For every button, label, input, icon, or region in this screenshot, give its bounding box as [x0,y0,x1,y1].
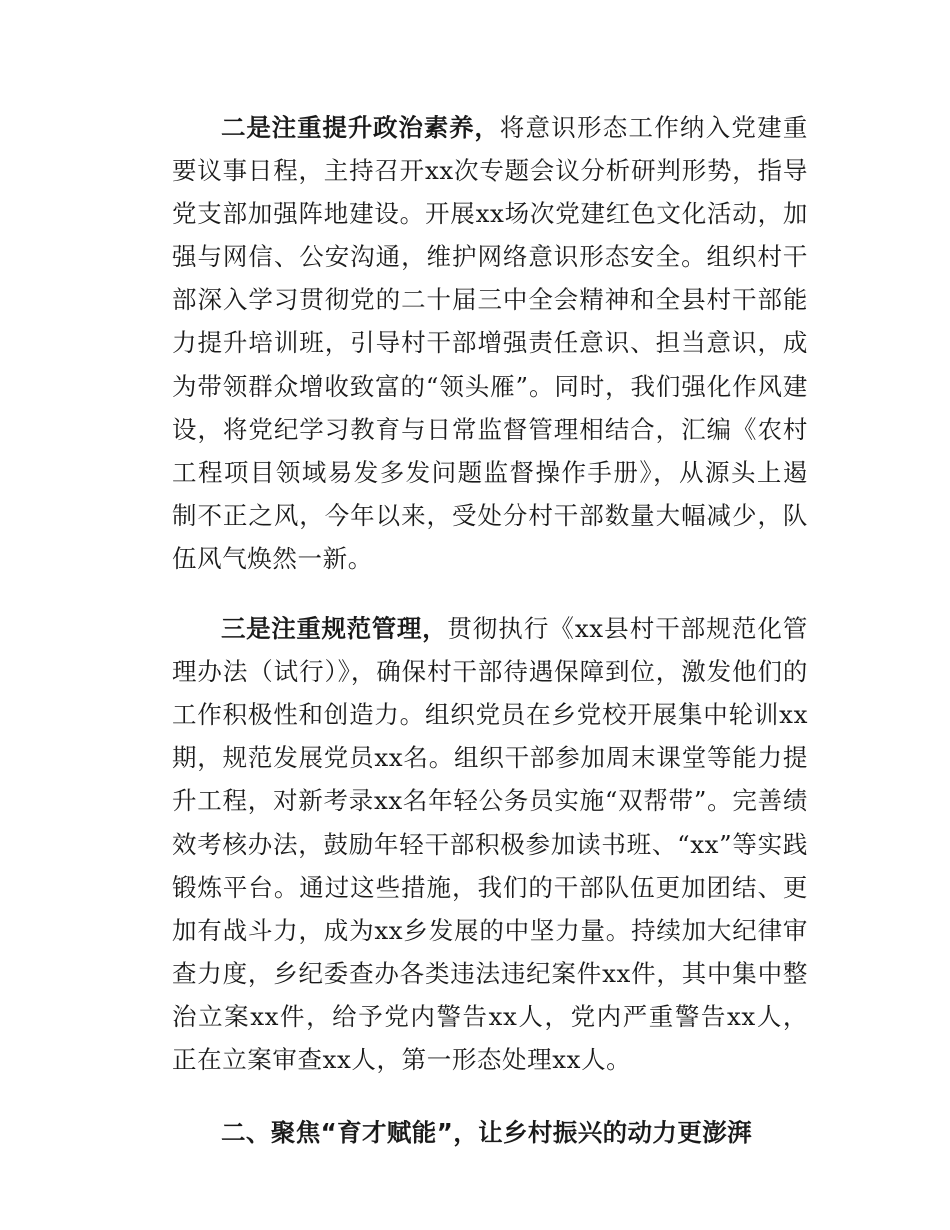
paragraph-lead: 三是注重规范管理， [221,614,448,644]
section-heading: 二、聚焦“育才赋能”，让乡村振兴的动力更澎湃 [221,1118,753,1148]
paragraph-text: 将意识形态工作纳入党建重要议事日程，主持召开xx次专题会议分析研判形势，指导党支部加强阵地建设。开展xx场次党建红色文化活动，加强与网信、公安沟通，维护网络意识形态安全。组织村干部深入学习贯彻党的二十届三中全会精神和全县村干部能力提升培训班，引导村干部增强责任意识、担当意识，成为带领群众增收致富的“领头雁”。同时，我们强化作风建设，将党纪学习教育与日常监督管理相结合，汇编《农村工程项目领域易发多发问题监督操作手册》，从源头上遏制不正之风，今年以来，受处分村干部数量大幅减少，队伍风气焕然一新。 [172,113,808,573]
paragraph-standardized-management [172,607,808,1081]
paragraph-text: 贯彻执行《xx县村干部规范化管理办法（试行）》，确保村干部待遇保障到位，激发他们的工作积极性和创造力。组织党员在乡党校开展集中轮训xx期，规范发展党员xx名。组织干部参加周末课堂等能力提升工程，对新考录xx名年轻公务员实施“双帮带”。完善绩效考核办法，鼓励年轻干部积极参加读书班、“xx”等实践锻炼平台。通过这些措施，我们的干部队伍更加团结、更加有战斗力，成为xx乡发展的中坚力量。持续加大纪律审查力度，乡纪委查办各类违法违纪案件xx件，其中集中整治立案xx件，给予党内警告xx人，党内严重警告xx人，正在立案审查xx人，第一形态处理xx人。 [172,614,808,1074]
document-body [172,106,808,1154]
paragraph-political-literacy [172,106,808,580]
paragraph-lead: 二是注重提升政治素养， [221,113,500,142]
